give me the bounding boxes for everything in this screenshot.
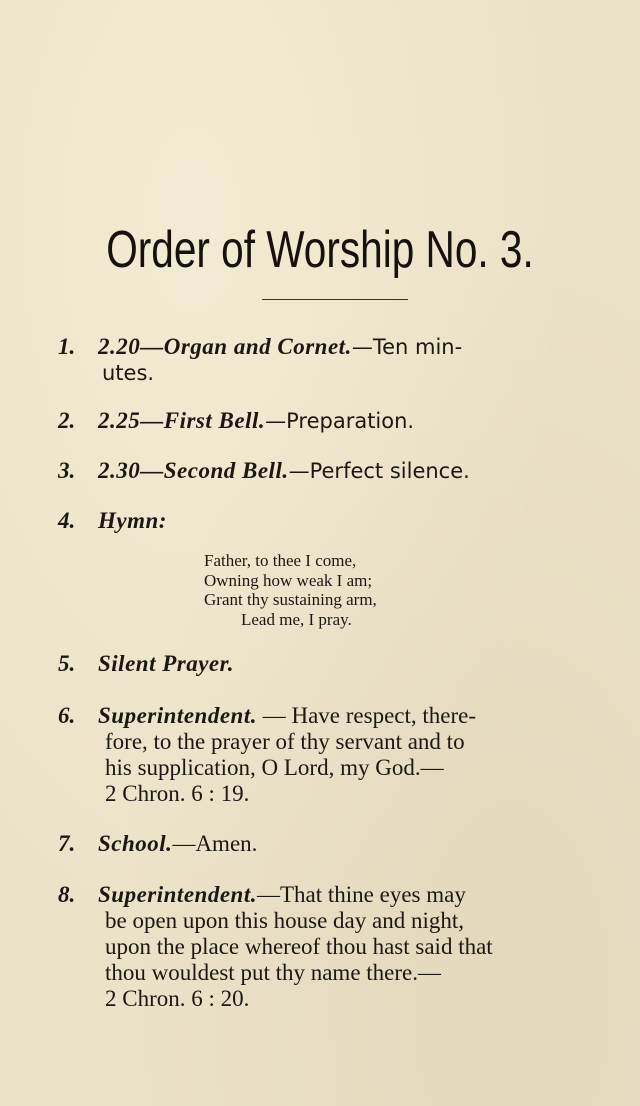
worship-item-4 (58, 508, 610, 534)
worship-item-1 (58, 334, 610, 386)
item-number: 8. (58, 882, 76, 907)
item-number: 3. (58, 458, 76, 483)
worship-item-2 (58, 408, 610, 434)
item-text-line3: upon the place whereof thou hast said that (105, 934, 493, 959)
item-time: 2.25— (98, 408, 164, 433)
item-text: —Preparation. (265, 409, 415, 433)
item-text-line4: thou wouldest put thy name there.— (105, 960, 441, 985)
item-text-line2: utes. (102, 361, 155, 385)
item-heading: Second Bell. (163, 458, 289, 483)
item-text-line5: 2 Chron. 6 : 20. (105, 986, 250, 1011)
item-text-line3: his supplication, O Lord, my God.— (105, 755, 444, 780)
item-text: —Perfect silence. (288, 459, 470, 483)
item-number: 2. (58, 408, 76, 433)
item-number: 1. (58, 334, 76, 359)
hymn-line: Grant thy sustaining arm, (204, 590, 377, 609)
hymn-line: Owning how weak I am; (204, 570, 373, 590)
worship-item-7 (58, 831, 610, 857)
hymn-line: Lead me, I pray. (241, 609, 352, 629)
page-title: Order of Worship No. 3. (106, 221, 534, 279)
hymn-verse (204, 551, 504, 629)
item-heading: Organ and Cornet. (163, 334, 352, 359)
item-heading: First Bell. (163, 408, 266, 433)
item-text-line2: fore, to the prayer of thy servant and to (105, 729, 465, 754)
item-number: 6. (58, 703, 76, 728)
hymn-line: Father, to thee I come, (204, 551, 357, 570)
item-heading: School. (98, 831, 173, 856)
item-heading: Superintendent. (98, 703, 257, 728)
item-number: 7. (58, 831, 76, 856)
item-text-line1: — Have respect, there- (256, 703, 476, 728)
title-divider (262, 299, 408, 300)
item-text-line2: be open upon this house day and night, (105, 908, 465, 933)
item-time: 2.20— (98, 334, 164, 359)
item-number: 5. (58, 651, 76, 676)
worship-item-3 (58, 458, 610, 484)
item-text-line1: —That thine eyes may (256, 882, 466, 907)
item-time: 2.30— (98, 458, 164, 483)
worship-item-6 (58, 703, 610, 807)
item-number: 4. (58, 508, 76, 533)
item-text-line1: —Ten min- (351, 335, 463, 359)
worship-item-5 (58, 651, 610, 677)
item-heading: Superintendent. (98, 882, 257, 907)
worship-item-8 (58, 882, 610, 1012)
item-heading: Silent Prayer. (98, 651, 235, 676)
item-text: —Amen. (172, 831, 258, 856)
item-heading: Hymn: (98, 508, 167, 533)
item-text-line4: 2 Chron. 6 : 19. (105, 781, 250, 806)
